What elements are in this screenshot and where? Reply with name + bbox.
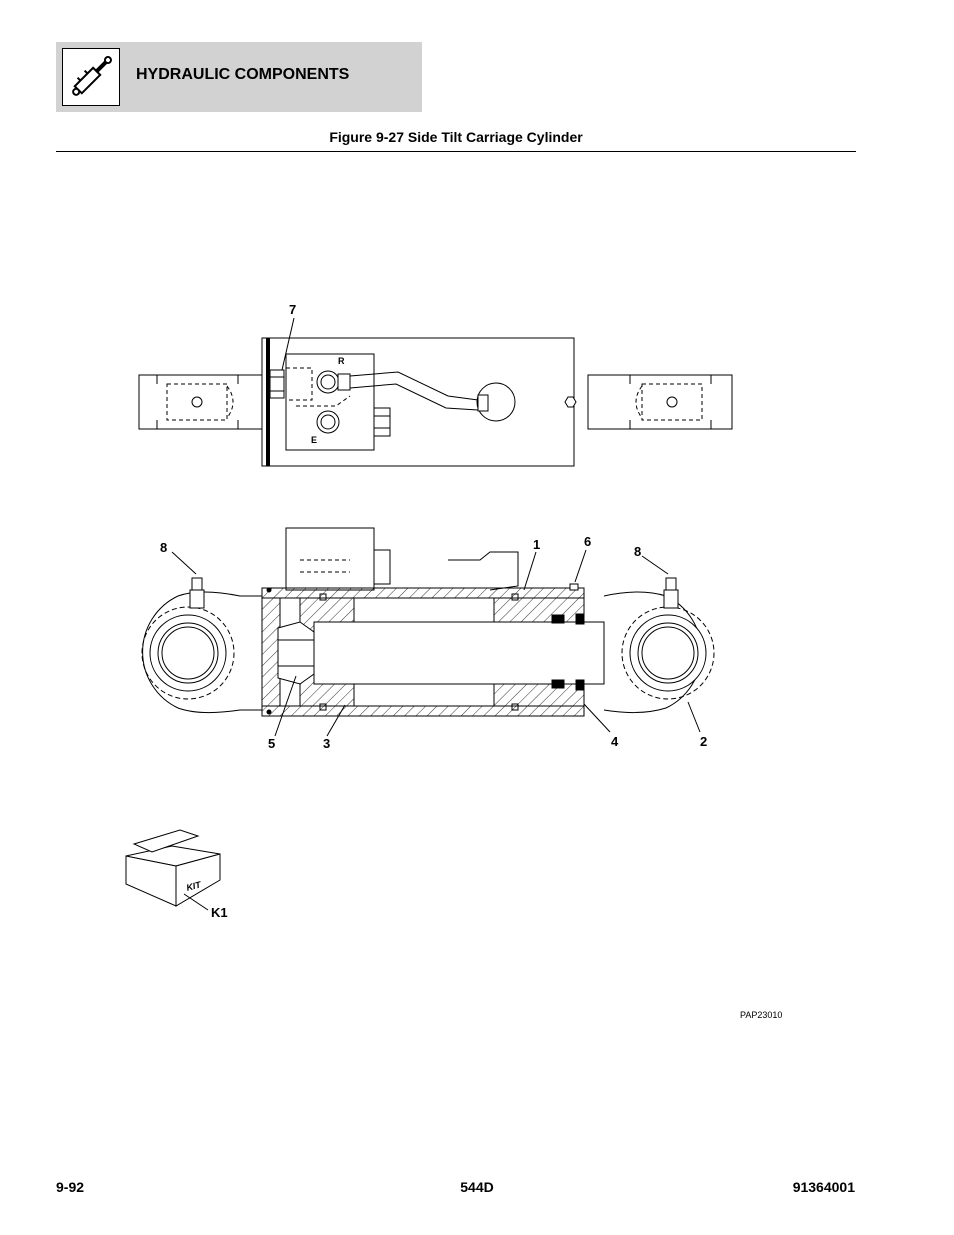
section-title: HYDRAULIC COMPONENTS (136, 66, 350, 83)
callout-8-right: 8 (634, 544, 642, 559)
callout-4: 4 (611, 734, 619, 749)
callout-1: 1 (533, 537, 541, 552)
callout-5: 5 (268, 736, 276, 751)
figure-title: Figure 9-27 Side Tilt Carriage Cylinder (329, 129, 583, 145)
callout-7: 7 (289, 302, 297, 317)
port-label-r: R (338, 356, 345, 366)
port-label-e: E (311, 435, 318, 445)
model-number: 544D (460, 1179, 494, 1195)
drawing-id: PAP23010 (740, 1010, 783, 1020)
kit-box-icon (126, 830, 220, 910)
cylinder-top-view (139, 338, 732, 466)
kit-label: KIT (185, 879, 202, 893)
callout-6: 6 (584, 534, 592, 549)
callout-2: 2 (700, 734, 708, 749)
callout-k1: K1 (211, 905, 228, 920)
page-number: 9-92 (56, 1179, 85, 1195)
document-number: 91364001 (792, 1179, 855, 1195)
callout-3: 3 (323, 736, 331, 751)
callout-8-left: 8 (160, 540, 168, 555)
